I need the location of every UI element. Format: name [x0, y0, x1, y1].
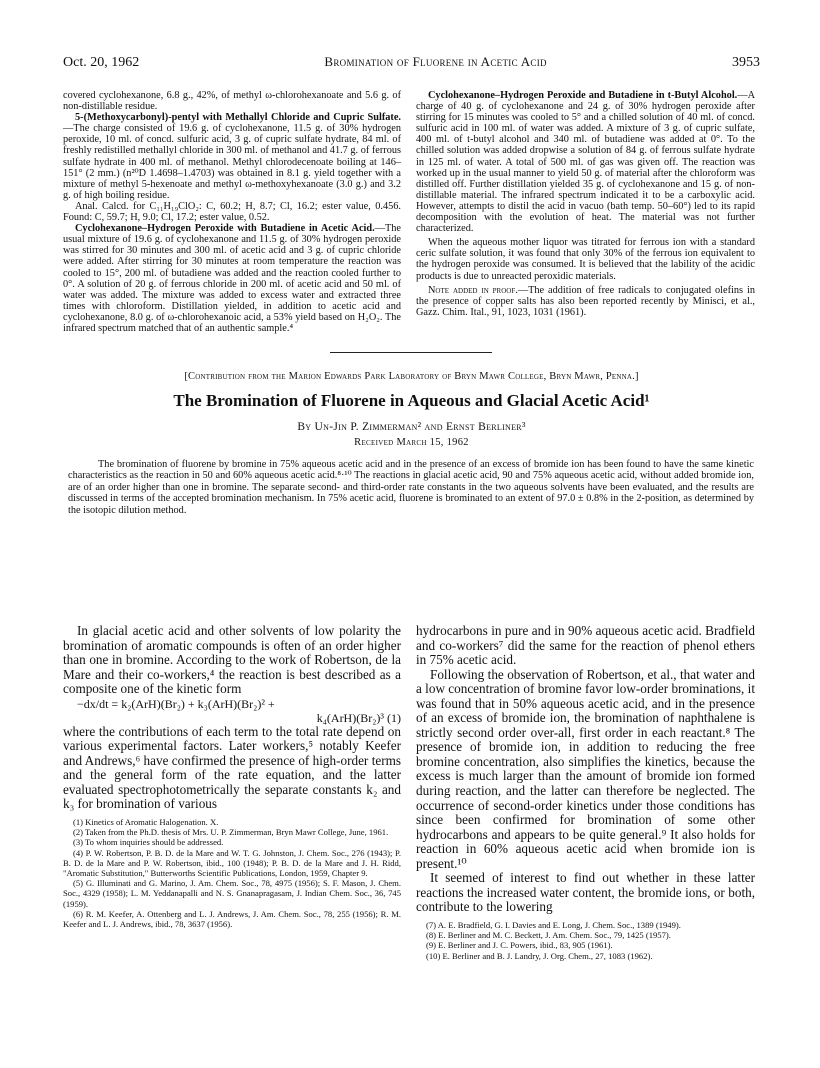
footnote: (2) Taken from the Ph.D. thesis of Mrs. U. P. Zimmerman, Bryn Mawr College, June, 1961.	[73, 827, 389, 838]
section-heading: Cyclohexanone–Hydrogen Peroxide and Butadiene in t-Butyl Alcohol.	[428, 90, 738, 101]
footnote: (3) To whom inquiries should be addressed.	[73, 837, 224, 848]
abstract-text: The bromination of fluorene by bromine in 75% aqueous acetic acid and in the presence of an excess of bromide ion has been found to have the same kinetic characteristics as the reaction in 50 and 60% aqueous acetic acid.⁸·¹⁰ The reactions in glacial acetic acid, 90 and 75% aqueous acetic acid, without added bromide ion, are of an order higher than one in bromine. The separate second- and third-order rate constants in the two aqueous solvents have been evaluated, and the results are discussed in terms of the accepted bromination mechanism. In 75% acetic acid, fluorene is brominated to an extent of 97.0 ± 0.8% in the 2-position, as determined by the isotopic dilution method.	[68, 459, 754, 516]
paragraph: Following the observation of Robertson, et al., that water and a low concentration of bromine favor low-order brominations, it was found that in 50% aqueous acetic acid, and in the presence of an excess of bromide ion, the bromination of naphthalene is strictly second order over-all, first order in each reactant.⁸ The presence of bromide ion, in addition to reducing the free bromine concentration, also simplifies the kinetics, because the excess is much larger than the amount of bromide ion formed during reaction, and the latter can therefore be neglected. The occurrence of second-order kinetics under those conditions has since been confirmed for bromination of some other hydrocarbons and appears to be quite general.⁹ It also holds for reaction in 60% aqueous acetic acid when bromide ion is present.¹⁰	[416, 666, 755, 871]
footnote: (1) Kinetics of Aromatic Halogenation. X.	[73, 817, 219, 828]
running-title: Bromination of Fluorene in Acetic Acid	[324, 54, 547, 69]
body-column-left	[63, 624, 401, 929]
footnote: (10) E. Berliner and B. J. Landry, J. Org. Chem., 27, 1083 (1962).	[426, 950, 653, 961]
received-date: Received March 15, 1962	[354, 437, 469, 448]
footnote: (5) G. Illuminati and G. Marino, J. Am. Chem. Soc., 78, 4975 (1956); S. F. Mason, J. Chem. Soc., 4329 (1958); L. M. Yeddanapalli and N. S. Gnanapragasam, J. Indian Chem. Soc., 36, 745 (1959).	[63, 878, 401, 909]
section-heading: Cyclohexanone–Hydrogen Peroxide with Butadiene in Acetic Acid.	[75, 223, 375, 235]
paragraph-text: —The addition of free radicals to conjugated olefins in the presence of copper salts has also been reported recently by Minisci, et al., Gazz. Chim. Ital., 91, 1023, 1031 (1961).	[416, 284, 755, 318]
paragraph: covered cyclohexanone, 6.8 g., 42%, of methyl ω-chlorohexanoate and 5.6 g. of non-distillable residue.	[63, 90, 401, 113]
note-heading: Note added in proof.	[428, 284, 518, 296]
paragraph-text: —The usual mixture of 19.6 g. of cyclohexanone and 11.5 g. of 30% hydrogen peroxide was stirred for 30 minutes and 300 ml. of acetic acid and 3 g. of cupric chloride were added. After stirring for 30 minutes at room temperature the reaction was cooled to 15°, 200 ml. of butadiene was added and the reaction cooled further to 0°. A solution of 20 g. of ferrous chloride in 200 ml. of acetic acid and 50 ml. of water was added. The mixture was added to excess water and extracted three times with chloroform. Distillation yielded, in addition to acetic acid and cyclohexanone, 8.0 g. of ω-chlorohexanoic acid, a 53% yield based on H₂O₂. The infrared spectrum matched that of an authentic sample.⁴	[63, 223, 401, 334]
footnote: (7) A. E. Bradfield, G. I. Davies and E. Long, J. Chem. Soc., 1389 (1949).	[426, 919, 681, 930]
experimental-column-right	[416, 90, 755, 318]
issue-date: Oct. 20, 1962	[63, 55, 140, 70]
rate-equation-line-2: k₄(ArH)(Br₂)³ (1)	[316, 710, 401, 725]
paragraph: In glacial acetic acid and other solvents of low polarity the bromination of aromatic compounds is often of an order higher than one in bromine. According to the work of Robertson, de la Mare and their co-workers,⁴ the reaction is best described as a composite one of the kinetic form	[63, 623, 401, 697]
paragraph-text: —A charge of 40 g. of cyclohexanone and 24 g. of 30% hydrogen peroxide after stirring for 15 minutes was cooled to 5° and a chilled solution of 40 ml. of concd. sulfuric acid in 100 ml. of water was added. A mixture of 3 g. of cupric sulfate, 400 ml. of t-butyl alcohol and 340 ml. of butadiene was added at 0°. To the chilled solution was added dropwise a solution of 84 g. of ferrous sulfate hydrate in 125 ml. of water. A total of 500 ml. of gas was given off. The reaction was worked up in the usual manner to yield 50 g. of material after the chloroform was distilled off. Further distillation yielded 35 g. of cyclohexanone and 15 g. of non-distillable material. The infrared spectrum indicated it to be a carboxylic acid. However, attempts to distil the acid in vacuo (bath temp. 50–60°) led to its rapid decomposition with the evolution of heat. The material was not further characterized.	[416, 90, 755, 235]
section-heading: 5-(Methoxycarbonyl)-pentyl with Methallyl Chloride and Cupric Sulfate.	[75, 112, 401, 124]
paragraph-text: —The charge consisted of 19.6 g. of cyclohexanone, 11.5 g. of 30% hydrogen peroxide, 10 ml. of concd. sulfuric acid, 3 g. of cupric sulfate hydrate, 84 ml. of freshly redistilled methallyl chloride in 300 ml. of methanol and 41.7 g. of ferrous sulfate hydrate in 400 ml. of methanol. Methyl chlorodecenoate boiling at 146–151° (2 mm.) (n²⁰D 1.4698–1.4703) was obtained in 8.1 g. yield together with a mixture of methyl 5-hexenoate and methyl ω-methoxyhexanoate (3.0 g.) and 3.2 g. of high boiling residue.	[63, 123, 402, 201]
experimental-column-left	[63, 90, 401, 334]
paragraph	[63, 223, 401, 334]
abstract	[68, 459, 754, 516]
footnote: (9) E. Berliner and J. C. Powers, ibid., 83, 905 (1961).	[426, 940, 613, 951]
footnote: (6) R. M. Keefer, A. Ottenberg and L. J. Andrews, J. Am. Chem. Soc., 78, 255 (1956); R. M. Keefer and L. J. Andrews, ibid., 78, 3637 (1956).	[63, 908, 401, 930]
footnotes	[63, 817, 401, 929]
paragraph	[416, 90, 755, 234]
rate-equation-line-1: −dx/dt = k₂(ArH)(Br₂) + k₃(ArH)(Br₂)² +	[77, 696, 275, 711]
article-authors: By Un-Jin P. Zimmerman² and Ernst Berliner³	[297, 421, 526, 433]
paragraph	[416, 285, 755, 318]
article-title: The Bromination of Fluorene in Aqueous and Glacial Acetic Acid¹	[173, 391, 650, 410]
paragraph: It seemed of interest to find out whether in these latter reactions the increased water content, the bromide ions, or both, contribute to the lowering	[416, 870, 755, 915]
page-number: 3953	[731, 55, 760, 70]
paragraph: When the aqueous mother liquor was titrated for ferrous ion with a standard ceric sulfate solution, it was found that only 30% of the ferrous ion equivalent to the hydrogen peroxide was consumed. It is believed that the lability of the acidic products is due to unreacted peroxidic materials.	[416, 237, 755, 282]
footnote: (8) E. Berliner and M. C. Beckett, J. Am. Chem. Soc., 79, 1425 (1957).	[426, 930, 671, 941]
body-column-right	[416, 624, 755, 961]
paragraph	[63, 112, 401, 201]
analysis-paragraph: Anal. Calcd. for C₁₁H₁₉ClO₂: C, 60.2; H, 8.7; Cl, 16.2; ester value, 0.456. Found: C, 59.7; H, 9.0; Cl, 17.2; ester value, 0.52.	[63, 200, 401, 224]
paragraph: hydrocarbons in pure and in 90% aqueous acetic acid. Bradfield and co-workers⁷ did the same for the reaction of phenol ethers in 75% acetic acid.	[416, 623, 755, 668]
contribution-line: [Contribution from the Marion Edwards Park Laboratory of Bryn Mawr College, Bryn Mawr, Penna.]	[184, 371, 639, 382]
footnote: (4) P. W. Robertson, P. B. D. de la Mare and W. T. G. Johnston, J. Chem. Soc., 276 (1943); P. B. D. de la Mare and P. W. Robertson, ibid., 100 (1948); P. B. D. de la Mare and J. H. Ridd, "Aromatic Substitution," Butterworths Scientific Publications, London, 1959, Chapter 9.	[63, 847, 401, 879]
section-divider	[330, 352, 492, 353]
page-header	[63, 54, 760, 76]
paragraph: where the contributions of each term to the total rate depend on various experimental factors. Later workers,⁵ notably Keefer and Andrews,⁶ have confirmed the presence of high-order terms and the general form of the rate equation, and the latter evaluated spectrophotometrically the separate constants k₂ and k₃ for bromination of various	[63, 723, 401, 812]
footnotes	[416, 920, 755, 961]
